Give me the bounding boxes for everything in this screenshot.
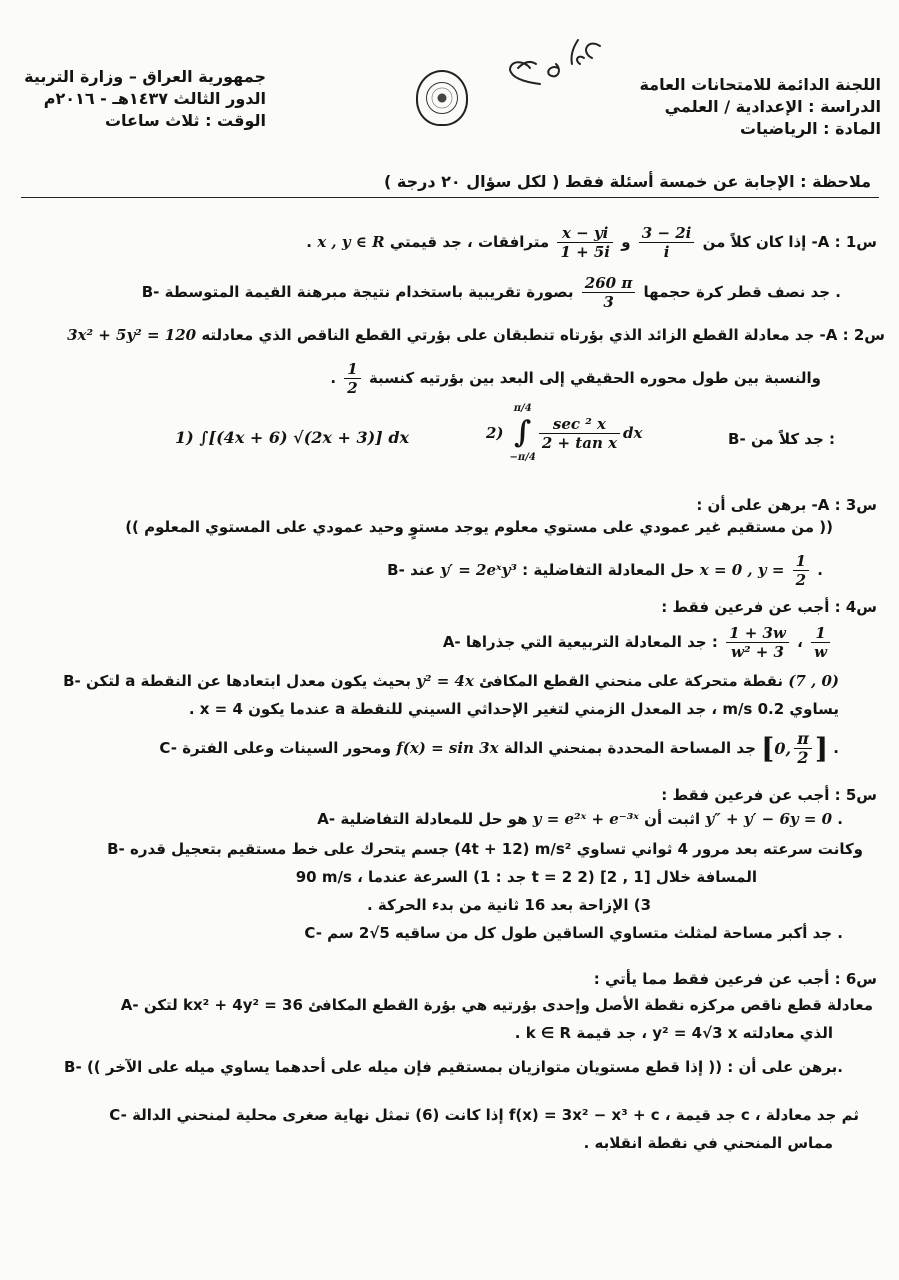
q4-b-line1: B- لتكن a نقطة متحركة على منحني القطع المكافئ y² = 4x بحيث يكون معدل ابتعادها عن النقطة (7 , 0)	[63, 672, 839, 690]
header-ministry	[24, 66, 266, 132]
committee-name: اللجنة الدائمة للامتحانات العامة	[639, 75, 881, 94]
q1-a: س1 : A- إذا كان كلاً من $\frac{3 - 2i}{i}$ و $\frac{x - yi}{1 + 5i}$ مترافقات ، جد قيمتي x , y ∈ R .	[306, 224, 877, 261]
q6-a-line1: A- لتكن kx² + 4y² = 36 معادلة قطع ناقص مركزه نقطة الأصل وإحدى بؤرتيه هي بؤرة القطع المكافئ	[120, 996, 873, 1014]
q5-a: A- اثبت أن y = e²ˣ + e⁻³ˣ هو حل للمعادلة التفاضلية y″ + y′ − 6y = 0 .	[317, 810, 843, 828]
q5-title: س5 : أجب عن فرعين فقط :	[661, 786, 877, 804]
q6-c-line1: C- إذا كانت (6) تمثل نهاية صغرى محلية لمنحني الدالة f(x) = 3x² − x³ + c ، جد قيمة c ، ثم جد معادلة	[109, 1106, 859, 1124]
q5-c: C- جد أكبر مساحة لمثلث متساوي الساقين طول كل من ساقيه 5√2 سم .	[304, 924, 843, 942]
exam-note: ملاحظة : الإجابة عن خمسة أسئلة فقط ( لكل سؤال ٢٠ درجة )	[384, 172, 871, 191]
q6-label: س6 :	[834, 970, 877, 988]
q3-label: س3 :	[834, 496, 877, 514]
header-committee	[639, 74, 881, 140]
q3-a: س3 : A- برهن على أن :	[696, 496, 877, 514]
q6-title: س6 : أجب عن فرعين فقط مما يأتي :	[593, 970, 877, 988]
q3-a-statement: (( من مستقيم غير عمودي على مستوي معلوم يوجد مستوٍ وحيد عمودي على المستوي المعلوم ))	[125, 518, 833, 536]
q2-b-label: B- جد كلاً من :	[728, 430, 835, 448]
q5-b-line1: B- جسم يتحرك على خط مستقيم بتعجيل قدره (4t + 12) m/s² وكانت سرعته بعد مرور 4 ثواني تساوي	[107, 840, 863, 858]
ministry-name: جمهورية العراق – وزارة التربية	[24, 67, 266, 86]
q6-b: B- برهن على أن : (( إذا قطع مستويان متوازيان بمستقيم فإن ميله على أحدهما يساوي ميله على الآخر )).	[64, 1058, 843, 1076]
q6-c-line2: مماس المنحني في نقطة انقلابه .	[583, 1134, 833, 1152]
note-divider	[21, 197, 879, 198]
q1-frac1: $\frac{3 - 2i}{i}$	[639, 224, 695, 261]
q2-a-line2: والنسبة بين طول محوره الحقيقي إلى البعد بين بؤرتيه كنسبة $\frac{1}{2}$ .	[330, 360, 821, 397]
q4-label: س4 :	[834, 598, 877, 616]
q4-c: C- جد المساحة المحددة بمنحني الدالة f(x) = sin 3x ومحور السينات وعلى الفترة [0, $\frac{\pi}{2}$ ] .	[159, 729, 839, 767]
ministry-seal-icon	[416, 70, 468, 126]
q3-b: B- حل المعادلة التفاضلية : y′ = 2eˣy³ عند x = 0 , y = $\frac{1}{2}$ .	[387, 552, 823, 589]
q5-label: س5 :	[834, 786, 877, 804]
exam-round: الدور الثالث ١٤٣٧هـ - ٢٠١٦م	[43, 89, 266, 108]
q5-b-line2: 90 m/s ، جد : 1) السرعة عندما t = 2 2) المسافة خلال [1 , 2]	[295, 868, 757, 886]
q1-frac2: $\frac{x - yi}{1 + 5i}$	[557, 224, 613, 261]
subject: المادة : الرياضيات	[740, 119, 881, 138]
q4-a: A- جد المعادلة التربيعية التي جذراها : $\frac{1 + 3w}{\text{w² + 3}}$ ، $\frac{1}{w}$	[443, 624, 833, 661]
q5-b-line3: 3) الإزاحة بعد 16 ثانية من بدء الحركة .	[366, 896, 651, 914]
q2-b-integral1: 1) ∫[(4x + 6) √(2x + 3)] dx	[175, 428, 410, 447]
q6-a-line2: الذي معادلته y² = 4√3 x ، جد قيمة k ∈ R .	[514, 1024, 833, 1042]
q4-b-line2: يساوي 0.2 m/s ، جد المعدل الزمني لتغير الإحداثي السيني للنقطة a عندما يكون x = 4 .	[188, 700, 839, 718]
q4-title: س4 : أجب عن فرعين فقط :	[661, 598, 877, 616]
study-branch: الدراسة : الإعدادية / العلمي	[664, 97, 881, 116]
q1-b-volume: $\frac{260 \pi}{3}$	[582, 274, 636, 311]
q1-label: س1 :	[834, 233, 877, 251]
exam-duration: الوقت : ثلاث ساعات	[104, 111, 266, 130]
q1-b: B- جد نصف قطر كرة حجمها $\frac{260 \pi}{3}$ بصورة تقريبية باستخدام نتيجة مبرهنة القيمة المتوسطة .	[141, 274, 841, 311]
q2-label: س2 :	[842, 326, 885, 344]
handwritten-note	[500, 28, 610, 98]
q2-a-line1: س2 : A- جد معادلة القطع الزائد الذي بؤرتاه تنطبقان على بؤرتي القطع الناقص الذي معادلته 3x² + 5y² = 120	[67, 326, 885, 344]
q2-b-integral2: 2) π/4 ∫ −π/4 $\frac{\text{sec ² x}}{\text{2 + tan x}}$ dx	[486, 403, 643, 463]
